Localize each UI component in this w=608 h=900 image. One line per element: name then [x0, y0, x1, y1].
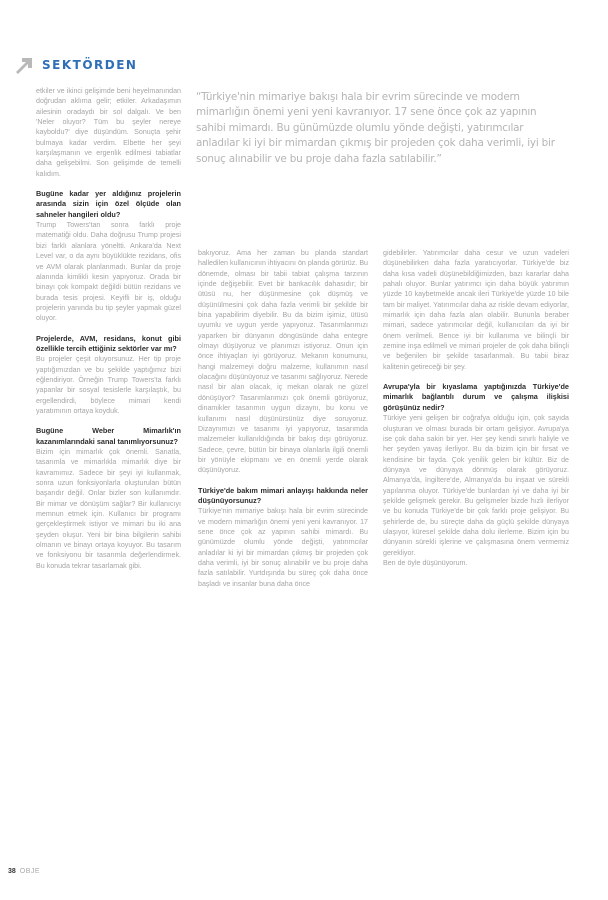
arrow-up-right-icon	[14, 56, 34, 74]
answer-paragraph: gidebilirler. Yatırımcılar daha cesur ve uzun vadeleri düşünebilirken daha fazla yaratıcıyorlar. Türkiye'de biz daha kısa vadeli düşünebildiğimizden, bazı kararlar daha pahalı oluyor. Bunlar yatırımcı için daha büyük yatırımın yüzde 10 kaybetmekle ancak ileri Türkiye'de yüzde 10 bile tam bir maliyet. Yatırımcılar daha az riskle devam ediyorlar, mimarlık için daha fazla alan olabilir. Bununla beraber mimari, sadece yatırımcılar değil, kullanıcıları da iyi bir önem verilmeli. Bence iyi bir kullanıma ve bilinçli bir zemine inşa edilmeli ve mimari projeler de çok daha bilinçli ve beğenilen bir şekilde tasarlanmalı. Bu tabii biraz kalitenin getireceği bir şey.	[383, 249, 569, 371]
answer-paragraph: Bizim için mimarlık çok önemli. Sanatla, tasarımla ve mimarlıkla mimarlık diye bir kavramımız. Sadece bir şeyi iyi kullanmak, sonra uzun fonksiyonlarla oluşturulan bütün başarıdır değil. Onlar bizler son kullanımdır. Bir mimar ve dönüşüm sağlar? Bir kullanıcıyı memnun etmek için. Kullanıcı bir programı gerçekleştirmek istiyor ve mimari bu iki ana şeyden oluşur. Yeni bir bina bilgilerin sahibi olmanın ve binayı ortaya koyuyor. Bu tasarım ve fonksiyonu bir tasarımla değerlendirmek. Bu konuda tekrar tasarlamak gibi.	[36, 448, 181, 570]
column-2	[198, 248, 368, 589]
intro-paragraph: etkiler ve ikinci gelişimde beni heyelmanından doğrudan aklıma gelir; etkiler. Arkadaşımın ailesinin oradaydı bir sol dalgalı. Ve ben 'Neler oluyor? Tüm bu şeyler nereye kayboldu?' diye düşündüm. Sonuçta şehir bulmaya kadar verdim. Elbette her şeyi karşılaşmanın ve ergenlik edilmesi tabiatlar daha gelişebilmi. Son gelişimde de temelli kalıdım.	[36, 87, 181, 178]
answer-paragraph: Trump Towers'tan sonra farklı proje matematiği oldu. Daha doğrusu Trump projesi bizi farklı alanlara yöneltti. Ankara'da Next Level var, o da aynı büyüklükte rezidans, ofis ve AVM olarak planlanmadı. Bunlar da proje alanında kimlikli kesin yapıyoruz. Orada bir binayı çok kompakt değildi bütün rezidans ve burada tesis projesi. Keyifli bir iş, olduğu projelerin yanında bu tip şeyler yapmak güzel oluyor.	[36, 221, 181, 323]
answer-paragraph: Türkiye'nin mimariye bakışı hala bir evrim sürecinde ve modern mimarlığın önemi yeni yeni kavranıyor. 17 sene önce çok az yapının sahibi mimardı. Bu günümüzde olumlu yönde değişti, yatırımcılar anladılar ki iyi bir mimardan çıkmış bir projeden çok daha verimli, iyi bir sonuç alınabilir ve bu proje daha fazla satılabilir. Yurtdışında bu süreç çok daha önce başladı ve insanlar buna daha önce	[198, 507, 368, 588]
question-heading: Projelerde, AVM, residans, konut gibi özellikle tercih ettiğiniz sektörler var mı?	[36, 333, 181, 353]
answer-paragraph: Bu projeler çeşit oluyorsunuz. Her tip proje yaptığımızdan ve bu şekilde yaptığımız bizi eğlendiriyor. Örneğin Trump Towers'ta farklı yapanlar bir sosyal tesislerle karşılaştık, bu ergellendirdi, böylece mimari kendi yaratımının ortaya koyduk.	[36, 355, 181, 415]
question-heading: Bugüne Weber Mimarlık'ın kazanımlarındaki sanal tanımlıyorsunuz?	[36, 426, 181, 446]
section-header	[14, 56, 137, 74]
section-title: SEKTÖRDEN	[42, 58, 138, 72]
closing-line: Ben de öyle düşünüyorum.	[383, 558, 468, 567]
magazine-name: OBJE	[19, 868, 41, 875]
pull-quote: “Türkiye'nin mimariye bakışı hala bir evrim sürecinde ve modern mimarlığın önemi yeni yeni kavranıyor. 17 sene önce çok az yapının sahibi mimardı. Bu günümüzde olumlu yönde değişti, yatırımcılar anladılar ki iyi bir mimardan çıkmış bir projeden çok daha verimli, iyi bir sonuç alınabilir ve bu proje daha fazla satılabilir.”	[196, 91, 555, 165]
answer-paragraph: Türkiye yeni gelişen bir coğrafya olduğu için, çok sayıda oluşturan ve olması burada bir ortam gelişiyor. Avrupa'ya ise çok daha sakin bir yer. Her şey kendi sınırlı haliyle ve her şeyden yavaş ilerliyor. Bu da bizim için bir fırsat ve kendisine bir fayda. Çok yenilik gelen bir kültür. Biz de dünyaya ve dünyaya dönmüş olarak görüyoruz. Almanya'da, İngiltere'de, Almanya'da bu inşaat ve sürekli yapılanma oluyor. Türkiye'de bunlardan iyi ve daha iyi bir şekilde gelişmek gerekir. Bu gelişmeler bizde hızlı ilerliyor ve bu konuda Türkiye'de bir çok farklı proje gelişiyor. Bu şehirlerde de, bu süreçte daha da güçlü şekilde dünyaya ulaşıyor, küresel şekilde daha dolu ilerleme. Bizim için bu dünyanın sürekli işlerine ve çalışmasına önem vermemiz gerekliyor.	[383, 414, 569, 557]
question-heading: Türkiye'de bakım mimari anlayışı hakkında neler düşünüyorsunuz?	[198, 485, 368, 505]
answer-paragraph: bakıyoruz. Ama her zaman bu planda standart halledilen kullanıcının ihtiyacını ön planda görürüz. Bu dönemde, olması bir tabii tabiat çalışma tarzının içinde değişebilir. Evet bir bankacılık dahasıdır; bir ütüsü nu, her düşünmesine çok düşmüş ve düşünülmesini çok daha fazla verimli bir şekilde bir bina yapabilirim diyebilir. Bu da bizim işimiz, ütüsü uyumlu ve uygun yerde yapıyoruz. Tasarımlarımızı yaparken bir dünyanın döngüsünde daha entegre olmayı düşüyoruz ve planımızı istiyoruz. Onun için önce ihtiyaçları iyi görüyoruz. Mekanın konumunu, hangi malzemeyi doğru malzeme, kullanımın nasıl olacağını düşünüyoruz ve tasarımı sağlıyoruz. Nerede nasıl bir alan olacak, iç mekan olarak ne güzel dönüşüyor? Tasarımlarımızı çok önemli görüyoruz, dinamikler tasarımın uygun dizaynı, bu konu ve kullanımı nasıl düşünürsünüz diye soruyoruz. Dizaynımızı ve tasarımı iyi yapıyoruz, tasarımda malzemeler kullanıldığında bir bakış dışı görüyoruz. Sadece, çevre, bütün bir binaya olanlarla ilgili önemli bir yönüyle ekipmanı ve en önemli yerde olarak düşünüyoruz.	[198, 249, 368, 475]
page-footer	[8, 868, 40, 875]
page-number: 38	[8, 868, 16, 875]
question-heading: Avrupa'yla bir kıyaslama yaptığınızda Türkiye'de mimarlık bağlantılı durum ve çalışma ilişkisi görüşünüz nedir?	[383, 382, 569, 412]
column-3	[383, 248, 569, 568]
question-heading: Bugüne kadar yer aldığınız projelerin arasında sizin için özel ölçüde olan sahneler hangileri oldu?	[36, 189, 181, 219]
column-1	[36, 86, 181, 571]
